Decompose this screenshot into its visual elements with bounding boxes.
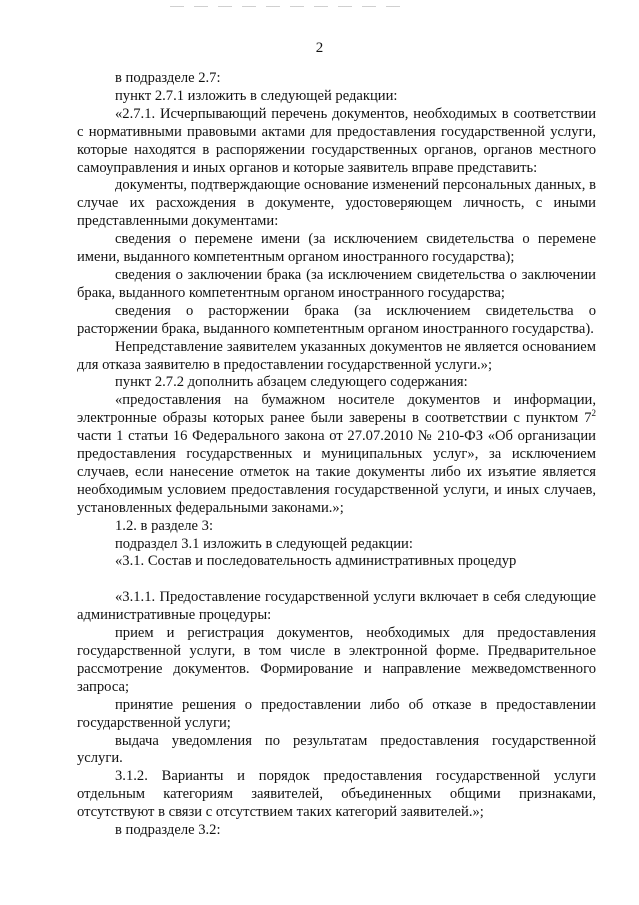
- paragraph-notification: выдача уведомления по результатам предоставления государственной услуги.: [77, 732, 596, 767]
- paragraph-divorce: сведения о расторжении брака (за исключением свидетельства о расторжении брака, выданного компетентным органом иностранного государства).: [77, 302, 596, 337]
- paragraph-text-before-sup: «предоставления на бумажном носителе документов и информации, электронные образы которых ранее были заверены в соответствии с пунктом 7: [77, 392, 596, 427]
- paragraph-section-3: 1.2. в разделе 3:: [115, 517, 214, 534]
- paragraph-decision: принятие решения о предоставлении либо об отказе в предоставлении государственной услуги;: [77, 696, 596, 731]
- paragraph-item-3-1-2: 3.1.2. Варианты и порядок предоставления государственной услуги отдельным категориям заявителей, объединенных общими признаками, отсутствуют в связи с отсутствием таких категорий заявителей.»;: [77, 768, 596, 821]
- paragraph-non-submission: Непредставление заявителем указанных документов не является основанием для отказа заявителю в предоставлении государственной услуги.»;: [77, 338, 596, 373]
- paragraph-subsection-3-2: в подразделе 3.2:: [115, 822, 221, 839]
- paragraph-item-2-7-2-intro: пункт 2.7.2 дополнить абзацем следующего содержания:: [115, 374, 468, 391]
- scan-artifact-line: [170, 6, 400, 7]
- paragraph-documents: документы, подтверждающие основание изменений персональных данных, в случае их расхождения в документе, удостоверяющем личность, с иными представленными документами:: [77, 177, 596, 230]
- paragraph-text-after-sup: части 1 статьи 16 Федерального закона от 27.07.2010 № 210-ФЗ «Об организации предоставления государственных и муниципальных услуг», за исключением случаев, если нанесение отметок на такие документы либо их изъятие является необходимым условием предоставления государственной услуги, и иных случаев, установленных федеральными законами.»;: [77, 428, 596, 516]
- paragraph-item-2-7-1: «2.7.1. Исчерпывающий перечень документов, необходимых в соответствии с нормативными правовыми актами для предоставления государственной услуги, которые находятся в распоряжении государственных органов, органов местного самоуправления и иных органов и которые заявитель вправе представить:: [77, 105, 596, 176]
- document-body: [77, 70, 596, 840]
- paragraph-reception: прием и регистрация документов, необходимых для предоставления государственной услуги, в том числе в электронной форме. Предварительное рассмотрение документов. Формирование и направление межведомственного запроса;: [77, 625, 596, 695]
- superscript-mark: 2: [591, 408, 596, 419]
- page-number: 2: [315, 40, 324, 56]
- paragraph-heading-3-1: «3.1. Состав и последовательность административных процедур: [115, 553, 517, 570]
- paragraph-item-2-7-1-intro: пункт 2.7.1 изложить в следующей редакции:: [115, 87, 398, 104]
- paragraph-item-2-7-2: [77, 392, 596, 517]
- paragraph-item-3-1-1: «3.1.1. Предоставление государственной услуги включает в себя следующие административные процедуры:: [77, 589, 596, 624]
- paragraph-subsection-3-1-intro: подраздел 3.1 изложить в следующей редакции:: [115, 535, 413, 552]
- paragraph-subsection-2-7: в подразделе 2.7:: [115, 70, 221, 86]
- paragraph-name-change: сведения о перемене имени (за исключением свидетельства о перемене имени, выданного компетентным органом иностранного государства);: [77, 231, 596, 266]
- paragraph-marriage: сведения о заключении брака (за исключением свидетельства о заключении брака, выданного компетентным органом иностранного государства;: [77, 266, 596, 301]
